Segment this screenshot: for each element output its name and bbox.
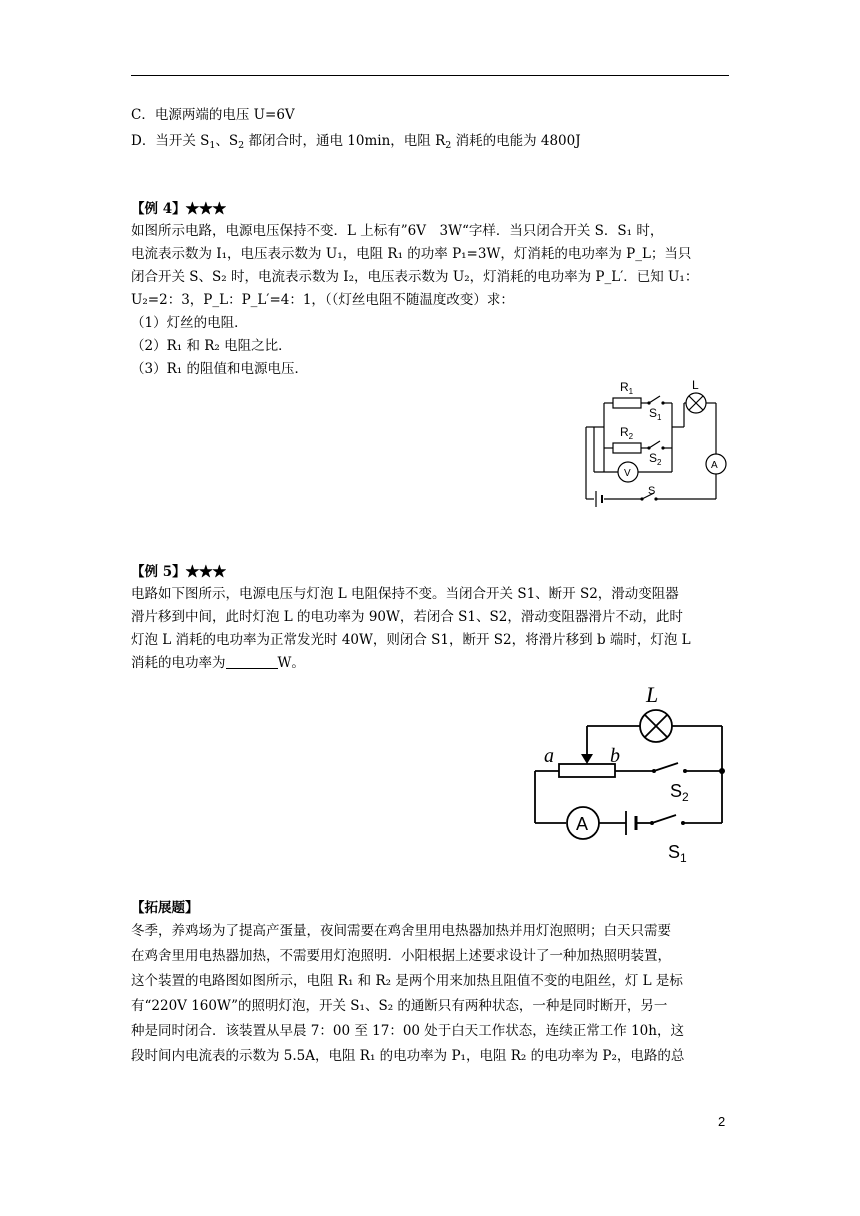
ammeter-label: A: [576, 814, 589, 834]
example4-question1: （1）灯丝的电阻．: [131, 315, 248, 331]
terminal-a-label: a: [544, 745, 554, 767]
extension-line4: 有“220V 160W”的照明灯泡，开关 S₁、S₂ 的通断只有两种状态，一种是同时断开，另一: [131, 998, 668, 1014]
example4-circuit-diagram: [580, 375, 730, 510]
terminal-b-label: b: [610, 745, 620, 767]
s2-label: $S_2$: [670, 781, 689, 804]
example4-line2: 电流表示数为 I₁，电压表示数为 U₁，电阻 R₁ 的功率 P₁=3W，灯消耗的电功率为 P_L；当只: [131, 246, 692, 262]
extension-line5: 种是同时闭合．该装置从早晨 7：00 至 17：00 处于白天工作状态，连续正常工作 10h，这: [131, 1023, 684, 1039]
example5-line1: 电路如下图所示，电源电压与灯泡 L 电阻保持不变。当闭合开关 S1、断开 S2，滑动变阻器: [131, 586, 679, 602]
example4-question3: （3）R₁ 的阻值和电源电压．: [131, 361, 308, 377]
r1-label: $R_1$: [620, 380, 634, 396]
extension-heading: 【拓展题】: [131, 900, 199, 916]
option-d: D．当开关 $S_1$、$S_2$ 都闭合时，通电 10min，电阻 $R_2$ 消耗的电能为 4800J: [131, 133, 581, 151]
extension-line3: 这个装置的电路图如图所示，电阻 R₁ 和 R₂ 是两个用来加热且阻值不变的电阻丝，灯 L 是标: [131, 973, 683, 989]
extension-line2: 在鸡舍里用电热器加热，不需要用灯泡照明．小阳根据上述要求设计了一种加热照明装置，: [131, 948, 671, 964]
extension-line1: 冬季，养鸡场为了提高产蛋量，夜间需要在鸡舍里用电热器加热并用灯泡照明；白天只需要: [131, 923, 671, 939]
example4-line3: 闭合开关 S、S₂ 时，电流表示数为 I₂，电压表示数为 U₂，灯消耗的电功率为 P_L′．已知 U₁：: [131, 269, 699, 285]
example5-line3: 灯泡 L 消耗的电功率为正常发光时 40W，则闭合 S1，断开 S2，将滑片移到 b 端时，灯泡 L: [131, 632, 691, 648]
lamp-label: L: [692, 378, 699, 392]
example4-line1: 如图所示电路，电源电压保持不变．L 上标有”6V 3W“字样．当只闭合开关 S．S₁ 时，: [131, 223, 664, 239]
s1-label: $S_1$: [668, 842, 687, 865]
header-rule: [131, 75, 729, 76]
s1-label: $S_1$: [649, 406, 662, 422]
answer-blank: [226, 655, 278, 669]
example4-question2: （2）R₁ 和 R₂ 电阻之比．: [131, 338, 292, 354]
example5-line4: 消耗的电功率为 W。: [131, 655, 305, 671]
example4-line4: U₂=2：3，P_L：P_L′=4：1，（（灯丝电阻不随温度改变）求：: [131, 292, 514, 308]
r2-label: $R_2$: [620, 425, 634, 441]
example5-line2: 滑片移到中间，此时灯泡 L 的电功率为 90W，若闭合 S1、S2，滑动变阻器滑片不动，此时: [131, 609, 683, 625]
example4-heading: 【例 4】★★★: [131, 201, 227, 217]
extension-line6: 段时间内电流表的示数为 5.5A，电阻 R₁ 的电功率为 P₁，电阻 R₂ 的电功率为 P₂，电路的总: [131, 1048, 685, 1064]
main-switch-label: S: [648, 485, 656, 497]
s2-label: $S_2$: [649, 451, 662, 467]
option-c: C．电源两端的电压 U=6V: [131, 107, 295, 123]
voltmeter-label: V: [624, 468, 631, 479]
example5-circuit-diagram: [530, 680, 730, 865]
page-number: 2: [718, 1114, 726, 1129]
lamp-L-label: L: [646, 682, 659, 707]
ammeter-label: A: [711, 460, 718, 471]
example5-heading: 【例 5】★★★: [131, 564, 227, 580]
